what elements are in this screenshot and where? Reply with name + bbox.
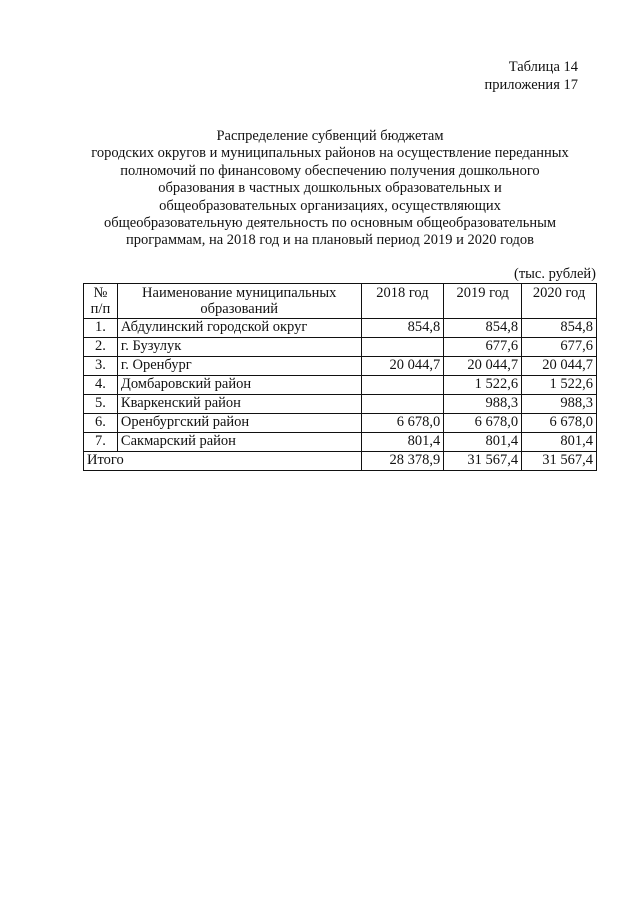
column-header-2018: 2018 год (361, 284, 444, 319)
value-2019: 1 522,6 (444, 376, 522, 395)
appendix-reference (485, 58, 578, 94)
row-number: 1. (84, 319, 118, 338)
title-line: полномочий по финансовому обеспечению получения дошкольного (120, 162, 540, 179)
value-2020: 854,8 (522, 319, 597, 338)
row-number: 3. (84, 357, 118, 376)
municipality-name: Оренбургский район (117, 414, 361, 433)
municipality-name: Сакмарский район (117, 433, 361, 452)
total-2020: 31 567,4 (522, 452, 597, 471)
value-2018: 6 678,0 (361, 414, 444, 433)
column-header-2020: 2020 год (522, 284, 597, 319)
column-header-name (117, 284, 361, 319)
row-number: 6. (84, 414, 118, 433)
title-line: программам, на 2018 год и на плановый период 2019 и 2020 годов (125, 232, 535, 249)
value-2019: 20 044,7 (444, 357, 522, 376)
total-row (84, 452, 597, 471)
value-2020: 677,6 (522, 338, 597, 357)
column-header-2019: 2019 год (444, 284, 522, 319)
appendix-number: приложения 17 (484, 77, 578, 93)
header-text: образований (200, 301, 278, 317)
table-row (84, 357, 597, 376)
header-text: № (93, 285, 108, 301)
value-2019: 801,4 (444, 433, 522, 452)
value-2020: 20 044,7 (522, 357, 597, 376)
row-number: 7. (84, 433, 118, 452)
value-2019: 854,8 (444, 319, 522, 338)
table-row (84, 376, 597, 395)
value-2018: 801,4 (361, 433, 444, 452)
municipality-name: Кваркенский район (117, 395, 361, 414)
table-row (84, 433, 597, 452)
value-2018 (361, 376, 444, 395)
value-2020: 801,4 (522, 433, 597, 452)
table-row (84, 319, 597, 338)
unit-label: (тыс. рублей) (514, 266, 596, 282)
value-2018 (361, 395, 444, 414)
value-2018: 854,8 (361, 319, 444, 338)
total-2018: 28 378,9 (361, 452, 444, 471)
value-2018 (361, 338, 444, 357)
row-number: 4. (84, 376, 118, 395)
document-title (70, 128, 590, 250)
value-2019: 677,6 (444, 338, 522, 357)
header-text: Наименование муниципальных (142, 285, 337, 301)
value-2020: 6 678,0 (522, 414, 597, 433)
title-line: общеобразовательных организациях, осуществляющих (159, 197, 501, 214)
table-row (84, 338, 597, 357)
title-line: общеобразовательную деятельность по основным общеобразовательным (103, 215, 556, 232)
municipality-name: г. Бузулук (117, 338, 361, 357)
title-line: городских округов и муниципальных районов на осуществление переданных (91, 145, 569, 162)
row-number: 2. (84, 338, 118, 357)
total-label: Итого (84, 452, 362, 471)
value-2018: 20 044,7 (361, 357, 444, 376)
value-2020: 988,3 (522, 395, 597, 414)
total-2019: 31 567,4 (444, 452, 522, 471)
title-line: Распределение субвенций бюджетам (216, 128, 444, 144)
table-row (84, 395, 597, 414)
municipality-name: г. Оренбург (117, 357, 361, 376)
table-row (84, 414, 597, 433)
municipality-name: Домбаровский район (117, 376, 361, 395)
value-2019: 988,3 (444, 395, 522, 414)
value-2019: 6 678,0 (444, 414, 522, 433)
header-text: п/п (90, 301, 111, 317)
title-line: образования в частных дошкольных образовательных и (158, 180, 502, 197)
municipality-name: Абдулинский городской округ (117, 319, 361, 338)
row-number: 5. (84, 395, 118, 414)
table-number: Таблица 14 (508, 59, 578, 75)
subvention-table (83, 283, 597, 471)
column-header-number (84, 284, 118, 319)
value-2020: 1 522,6 (522, 376, 597, 395)
table-header-row (84, 284, 597, 319)
